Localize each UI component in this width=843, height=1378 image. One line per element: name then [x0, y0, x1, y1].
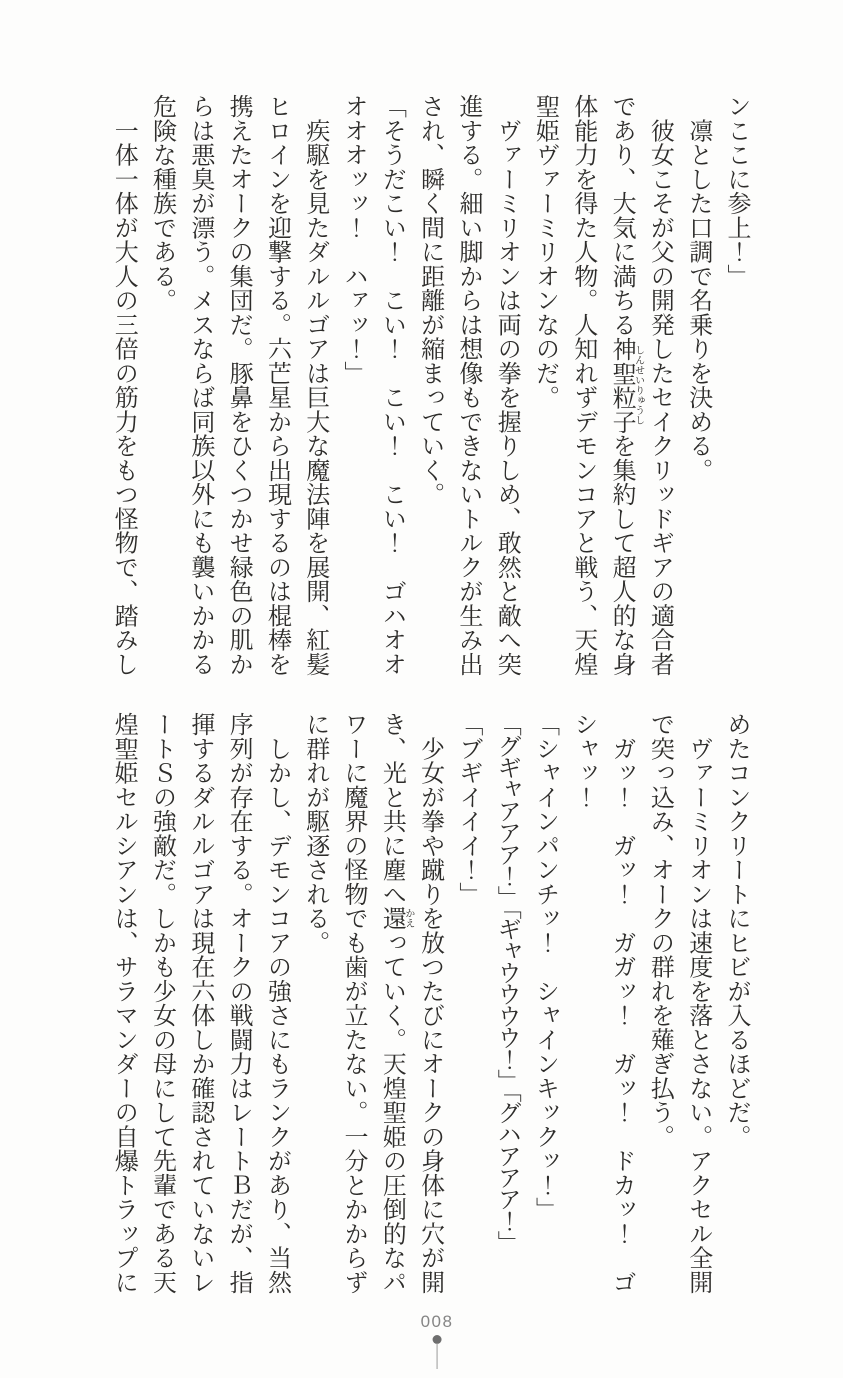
paragraph: 一体一体が大人の三倍の筋力をもつ怪物で、踏みし: [110, 94, 137, 676]
paragraph: 「グギャアアア！」「ギャウウウウ！」「グハアアア！」: [493, 712, 520, 1253]
ornament-line: [436, 1343, 438, 1369]
page-number: 008: [420, 1312, 454, 1331]
footer-ornament: [433, 1335, 442, 1369]
paragraph: 少女が拳や蹴りを放つたびにオークの身体に穴が開き、光と共に塵へ還かえっていく。天煌聖姫の圧倒的なパワーに魔界の怪物でも歯が立たない。一分とかからずに群れが駆逐される。: [301, 712, 443, 1294]
paragraph: ガッ！ ガッ！ ガガッ！ ガッ！ ドカッ！ ゴシャッ！: [569, 712, 635, 1294]
paragraph: ヴァーミリオンは両の拳を握りしめ、敢然と敵へ突進する。細い脚からは想像もできないトルクが生み出され、瞬く間に距離が縮まっていく。: [416, 94, 520, 676]
page-footer: [421, 1312, 454, 1369]
paragraph: しかし、デモンコアの強さにもランクがあり、当然序列が存在する。オークの戦闘力はレートＢだが、指揮するダルルゴアは現在六体しか確認されていないレートＳの強敵だ。しかも少女の母にして先輩である天煌聖姫セルシアンは、サラマンダーの自爆トラップに: [110, 712, 290, 1294]
paragraph: 凛とした口調で名乗りを決める。: [684, 94, 711, 482]
paragraph: 「ブギイイイ！」: [454, 712, 481, 906]
paragraph: 「シャインパンチッ！ シャインキックッ！」: [531, 712, 558, 1222]
paragraph: ヴァーミリオンは速度を落とさない。アクセル全開で突っ込み、オークの群れを薙ぎ払う。: [646, 712, 711, 1294]
paragraph: 彼女こそが父の開発したセイクリッドギアの適合者であり、大気に満ちる神聖粒子しんせいりゅうしを集約して超人的な身体能力を得た人物。人知れずデモンコアと戦う、天煌聖姫ヴァーミリオンなのだ。: [531, 94, 673, 676]
paragraph: 疾駆を見たダルルゴアは巨大な魔法陣を展開、紅髪ヒロインを迎撃する。六芒星から出現するのは棍棒を携えたオークの集団だ。豚鼻をひくつかせ緑色の肌からは悪臭が漂う。メスならば同族以外にも襲いかかる危険な種族である。: [148, 94, 328, 676]
paragraph: ンここに参上！」: [723, 94, 749, 288]
text-band-lower: [95, 712, 755, 1297]
paragraph: 「そうだこい！ こい！ こい！ こい！ ゴハオオオオオッッ！ ハァッ！」: [340, 94, 405, 676]
paragraph: めたコンクリートにヒビが入るほどだ。: [723, 712, 749, 1149]
text-band-upper: [95, 94, 755, 679]
